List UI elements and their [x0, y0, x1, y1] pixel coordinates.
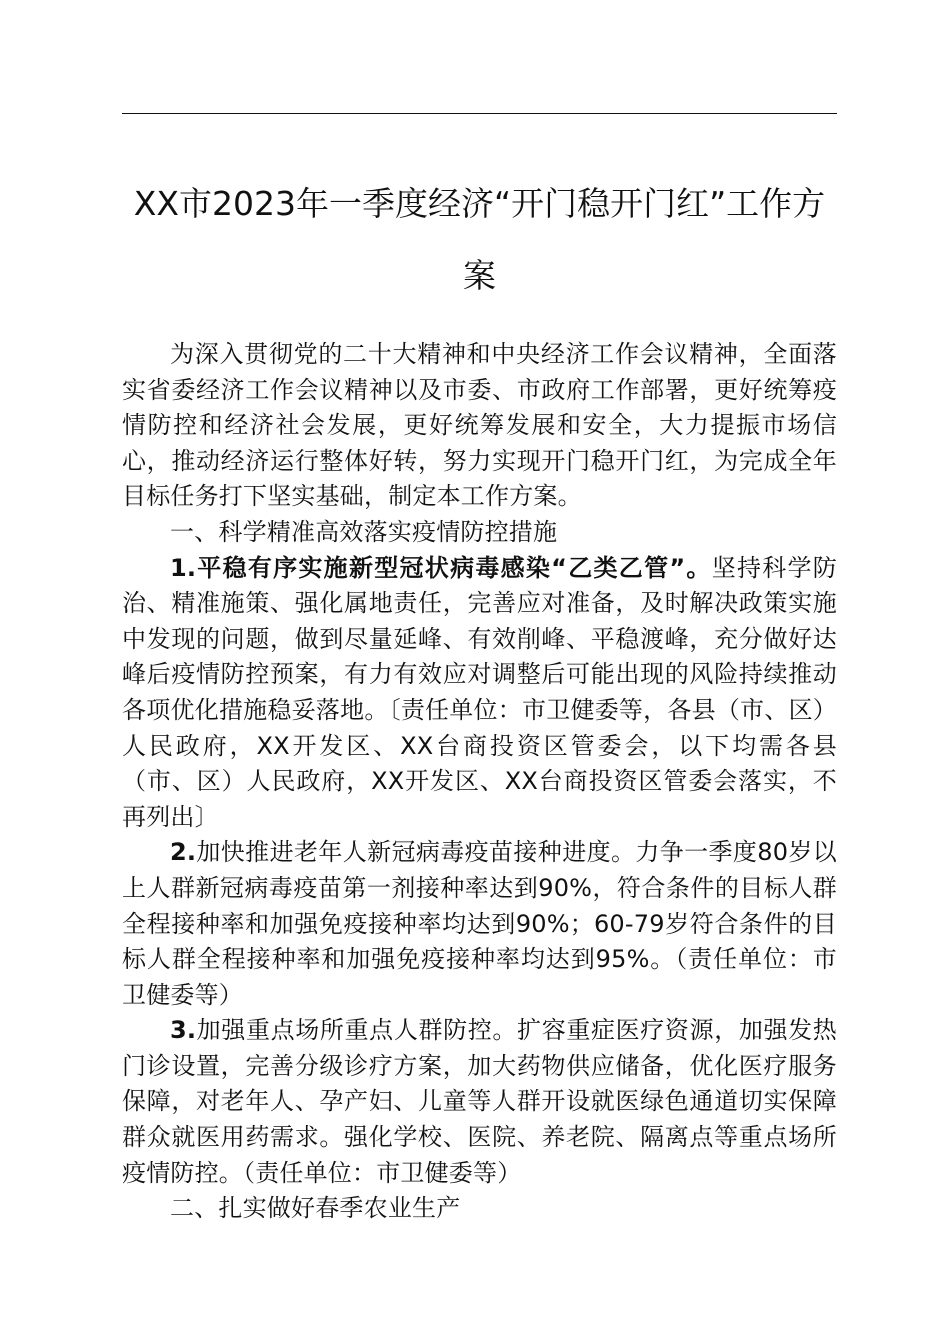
item-3-paragraph	[122, 1013, 837, 1191]
header-rule	[122, 113, 837, 114]
item-2-lead: 2.	[170, 838, 197, 867]
section-heading-2: 二、扎实做好春季农业生产	[170, 1194, 461, 1223]
document-title: XX市2023年一季度经济“开门稳开门红”工作方案	[133, 184, 826, 295]
item-1-lead: 1.平稳有序实施新型冠状病毒感染“乙类乙管”。	[170, 553, 712, 582]
item-2-paragraph	[122, 835, 837, 1013]
item-1-paragraph	[122, 551, 837, 836]
item-1-body: 坚持科学防治、精准施策、强化属地责任，完善应对准备，及时解决政策实施中发现的问题，做到尽量延峰、有效削峰、平稳渡峰，充分做好达峰后疫情防控预案，有力有效应对调整后可能出现的风险持续推动各项优化措施稳妥落地。〔责任单位：市卫健委等，各县（市、区）人民政府，XX开发区、XX台商投资区管委会，以下均需各县（市、区）人民政府，XX开发区、XX台商投资区管委会落实，不再列出〕	[122, 553, 837, 831]
document-body	[122, 337, 837, 1227]
item-3-lead: 3.	[170, 1016, 197, 1045]
intro-paragraph: 为深入贯彻党的二十大精神和中央经济工作会议精神，全面落实省委经济工作会议精神以及市委、市政府工作部署，更好统筹疫情防控和经济社会发展，更好统筹发展和安全，大力提振市场信心，推动经济运行整体好转，努力实现开门稳开门红，为完成全年目标任务打下坚实基础，制定本工作方案。	[122, 340, 837, 511]
item-3-body: 加强重点场所重点人群防控。扩容重症医疗资源，加强发热门诊设置，完善分级诊疗方案，加大药物供应储备，优化医疗服务保障，对老年人、孕产妇、儿童等人群开设就医绿色通道切实保障群众就医用药需求。强化学校、医院、养老院、隔离点等重点场所疫情防控。（责任单位：市卫健委等）	[122, 1016, 837, 1187]
item-2-body: 加快推进老年人新冠病毒疫苗接种进度。力争一季度80岁以上人群新冠病毒疫苗第一剂接种率达到90%，符合条件的目标人群全程接种率和加强免疫接种率均达到90%；60-79岁符合条件的目标人群全程接种率和加强免疫接种率均达到95%。（责任单位：市卫健委等）	[122, 838, 837, 1009]
section-heading-1: 一、科学精准高效落实疫情防控措施	[170, 517, 558, 546]
